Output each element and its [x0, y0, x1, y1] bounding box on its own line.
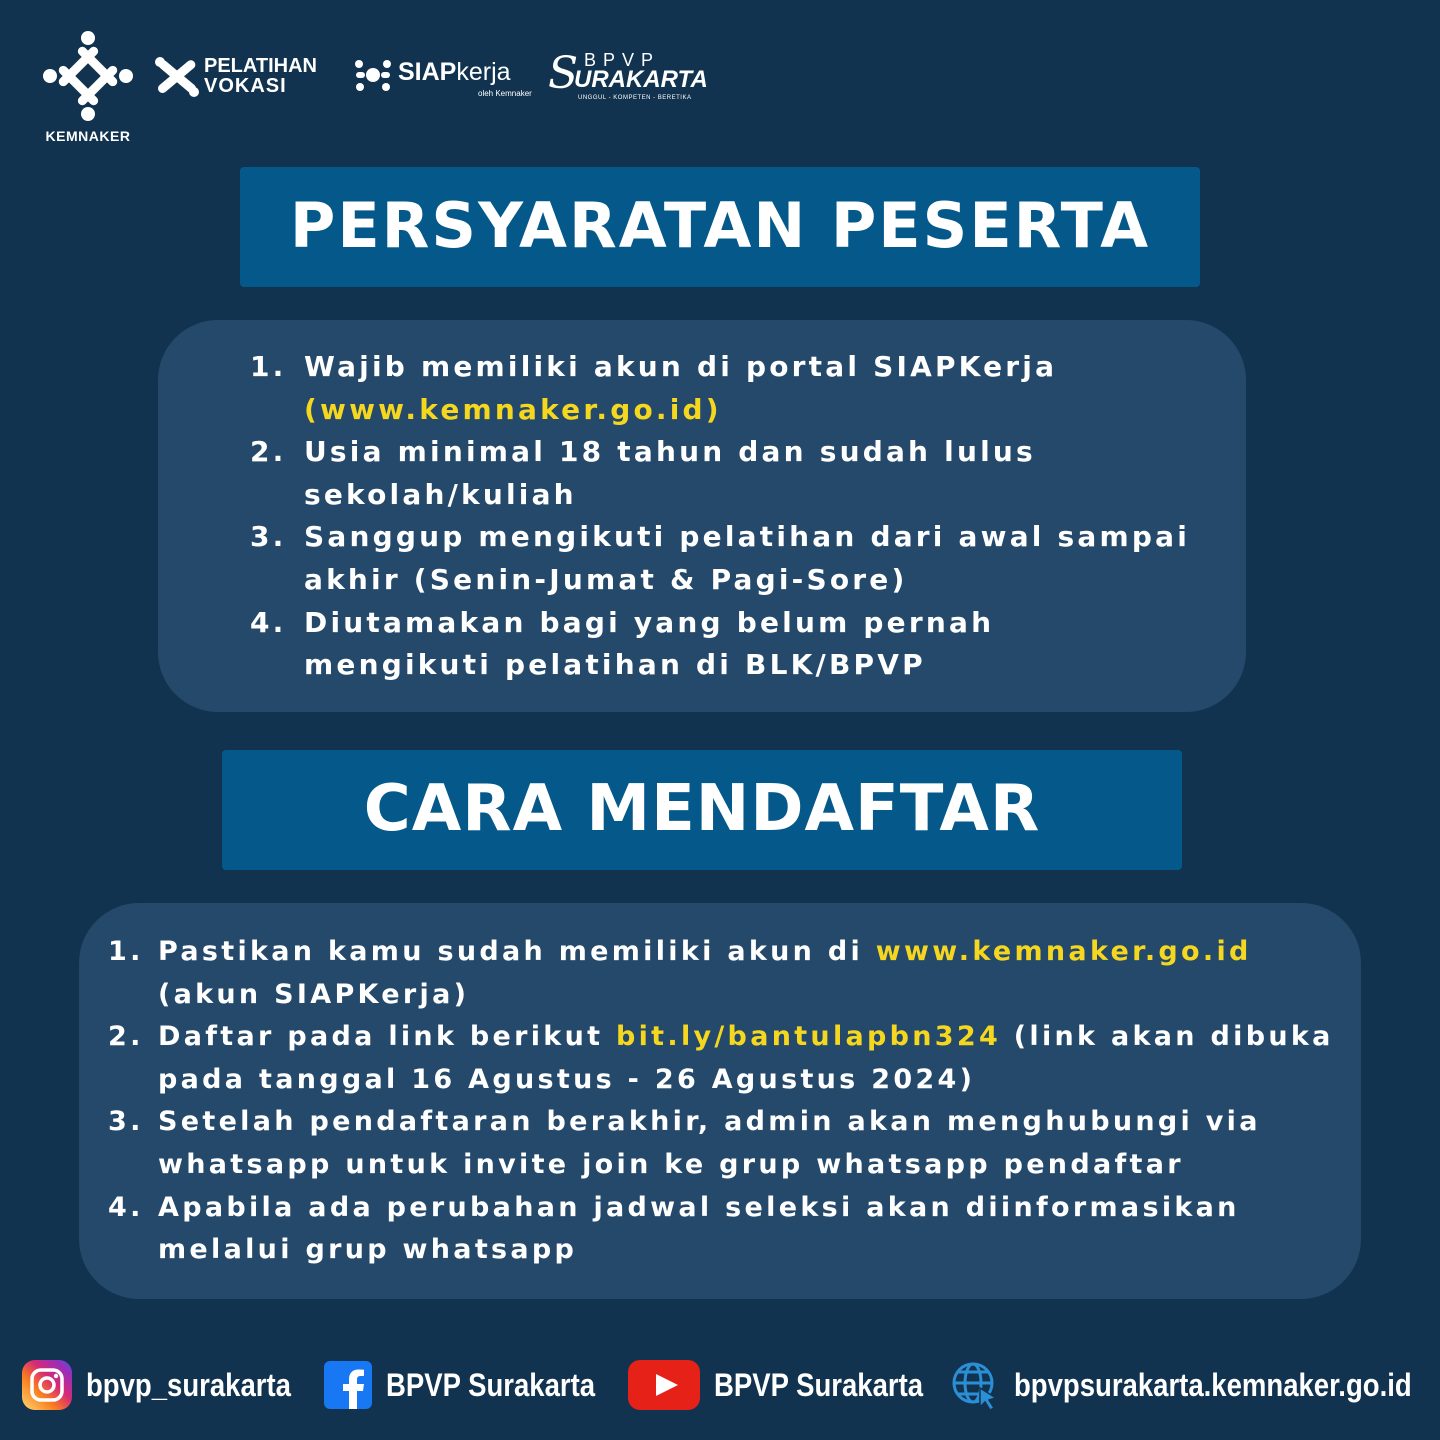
youtube-channel-name: BPVP Surakarta — [714, 1366, 924, 1403]
bpvp-name-text: URAKARTA — [574, 66, 708, 93]
list-item: 2. Usia minimal 18 tahun dan sudah lulus sekolah/kuliah — [250, 435, 1036, 511]
kemnaker-link[interactable]: (www.kemnaker.go.id) — [304, 392, 722, 426]
list-item: 2. Daftar pada link berikut bit.ly/bantulapbn324 (link akan dibuka pada tanggal 16 Agustus - 26 Agustus 2024) — [108, 1021, 1334, 1095]
vokasi-line1: PELATIHAN — [204, 55, 317, 77]
siapkerja-subtext: oleh Kemnaker — [478, 89, 532, 98]
list-item: 1. Pastikan kamu sudah memiliki akun di www.kemnaker.go.id (akun SIAPKerja) — [108, 936, 1252, 1010]
kemnaker-emblem-icon — [42, 30, 134, 122]
website-url: bpvpsurakarta.kemnaker.go.id — [1014, 1366, 1412, 1403]
youtube-link[interactable] — [628, 1350, 957, 1420]
kemnaker-logo — [38, 28, 138, 148]
facebook-icon — [324, 1361, 372, 1409]
website-link[interactable] — [950, 1350, 1440, 1420]
section-title-cara-mendaftar: CARA MENDAFTAR — [222, 750, 1182, 870]
list-item: 4. Diutamakan bagi yang belum pernah mengikuti pelatihan di BLK/BPVP — [250, 605, 995, 682]
list-item: 3. Setelah pendaftaran berakhir, admin akan menghubungi via whatsapp untuk invite join ke grup whatsapp pendaftar — [108, 1106, 1261, 1180]
vokasi-mark-icon — [154, 56, 200, 98]
instagram-icon — [22, 1360, 72, 1410]
list-item: 3. Sanggup mengikuti pelatihan dari awal sampai akhir (Senin-Jumat & Pagi-Sore) — [250, 520, 1191, 596]
facebook-page-name: BPVP Surakarta — [386, 1366, 596, 1403]
vokasi-line2: VOKASI — [204, 75, 287, 97]
youtube-icon — [628, 1360, 700, 1410]
instagram-handle: bpvp_surakarta — [86, 1366, 291, 1403]
globe-icon — [950, 1360, 1000, 1410]
social-footer — [0, 1350, 1440, 1420]
facebook-link[interactable] — [324, 1350, 629, 1420]
pelatihan-vokasi-logo — [154, 54, 334, 100]
kemnaker-link[interactable]: www.kemnaker.go.id — [875, 936, 1252, 967]
bpvp-surakarta-logo — [548, 50, 728, 106]
instagram-link[interactable] — [22, 1350, 324, 1420]
bpvp-top-text: BPVP — [584, 50, 661, 70]
siapkerja-logo — [354, 54, 534, 104]
requirements-list — [250, 346, 1190, 687]
siapkerja-mark-icon — [354, 56, 392, 94]
bpvp-s-glyph: S — [548, 48, 579, 99]
list-item: 4. Apabila ada perubahan jadwal seleksi akan diinformasikan melalui grup whatsapp — [108, 1191, 1240, 1266]
registration-link[interactable]: bit.ly/bantulapbn324 — [616, 1021, 1002, 1053]
section-title-persyaratan: PERSYARATAN PESERTA — [240, 167, 1200, 287]
bpvp-tagline: UNGGUL - KOMPETEN - BERETIKA — [578, 95, 692, 101]
kemnaker-logo-text: KEMNAKER — [45, 128, 131, 144]
registration-steps-list — [108, 931, 1348, 1272]
list-item: 1. Wajib memiliki akun di portal SIAPKerja (www.kemnaker.go.id) — [250, 350, 1058, 426]
siapkerja-wordmark: SIAPkerja — [398, 58, 511, 86]
